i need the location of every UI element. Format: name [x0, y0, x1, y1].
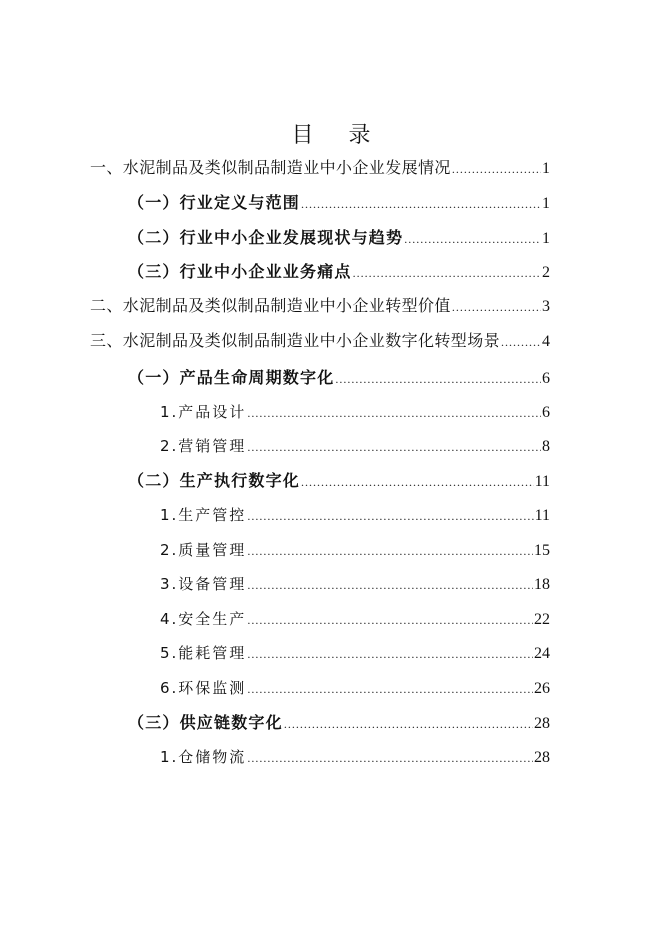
toc-entry[interactable]	[128, 191, 550, 215]
toc-entry-page: 1	[542, 230, 550, 247]
toc-entry-label: 三、水泥制品及类似制品制造业中小企业数字化转型场景	[90, 331, 501, 350]
toc-entry-page: 26	[534, 680, 550, 697]
toc-entry[interactable]	[90, 294, 550, 318]
toc-entry-label: 5.能耗管理	[160, 644, 247, 662]
toc-entry[interactable]	[160, 538, 550, 562]
toc-leader-dots	[247, 401, 541, 425]
toc-entry[interactable]	[128, 711, 550, 735]
toc-entry-label: 二、水泥制品及类似制品制造业中小企业转型价值	[90, 296, 451, 315]
toc-entry[interactable]	[160, 434, 550, 458]
toc-entry[interactable]	[160, 607, 550, 631]
toc-leader-dots	[404, 227, 541, 251]
toc-entry-page: 6	[542, 370, 550, 387]
toc-leader-dots	[284, 712, 533, 736]
toc-entry-label: （三）供应链数字化	[128, 713, 283, 732]
toc-entry-label: 6.环保监测	[160, 679, 247, 697]
toc-entry-page: 11	[534, 507, 550, 524]
toc-leader-dots	[247, 746, 533, 770]
toc-entry-page: 1	[542, 195, 550, 212]
toc-leader-dots	[301, 470, 534, 494]
toc-entry-label: 1.生产管控	[160, 506, 247, 524]
toc-entry-label: （一）行业定义与范围	[128, 193, 301, 212]
toc-leader-dots	[501, 330, 541, 354]
toc-entry-page: 15	[534, 542, 550, 559]
toc-entry[interactable]	[128, 226, 550, 250]
toc-entry-page: 18	[534, 576, 550, 593]
toc-entry[interactable]	[160, 745, 550, 769]
toc-entry-label: （二）生产执行数字化	[128, 471, 301, 490]
toc-leader-dots	[247, 677, 533, 701]
toc-leader-dots	[301, 192, 541, 216]
toc-entry[interactable]	[160, 572, 550, 596]
toc-entry-label: 1.仓储物流	[160, 748, 247, 766]
toc-entry-label: （二）行业中小企业发展现状与趋势	[128, 228, 404, 247]
toc-entry-page: 2	[542, 264, 550, 281]
toc-entry-label: 4.安全生产	[160, 610, 247, 628]
toc-entry[interactable]	[128, 366, 550, 390]
toc-entry-page: 4	[542, 333, 550, 350]
toc-entry-page: 24	[534, 645, 550, 662]
toc-entry-page: 6	[542, 404, 550, 421]
toc-entry-page: 8	[542, 438, 550, 455]
toc-entry[interactable]	[90, 329, 550, 353]
toc-leader-dots	[353, 261, 541, 285]
toc-entry-page: 11	[534, 473, 550, 490]
toc-leader-dots	[247, 573, 533, 597]
toc-entry[interactable]	[160, 676, 550, 700]
toc-leader-dots	[247, 504, 533, 528]
toc-entry[interactable]	[128, 260, 550, 284]
toc-entry[interactable]	[90, 156, 550, 180]
toc-entry[interactable]	[128, 469, 550, 493]
toc-entry[interactable]	[160, 641, 550, 665]
toc-entry-label: 3.设备管理	[160, 575, 247, 593]
toc-leader-dots	[335, 367, 541, 391]
toc-leader-dots	[247, 642, 533, 666]
toc-entry-label: 1.产品设计	[160, 403, 247, 421]
toc-entry-page: 1	[542, 160, 550, 177]
toc-entry-label: 2.营销管理	[160, 437, 247, 455]
toc-leader-dots	[247, 608, 533, 632]
toc-leader-dots	[247, 539, 533, 563]
toc-entry-page: 28	[534, 715, 550, 732]
toc-leader-dots	[452, 295, 541, 319]
toc-entry[interactable]	[160, 503, 550, 527]
toc-title: 目 录	[291, 123, 385, 148]
toc-entry-label: 一、水泥制品及类似制品制造业中小企业发展情况	[90, 158, 451, 177]
toc-entry-page: 3	[542, 298, 550, 315]
toc-leader-dots	[247, 435, 541, 459]
toc-entry-page: 28	[534, 749, 550, 766]
toc-entry[interactable]	[160, 400, 550, 424]
toc-entry-label: 2.质量管理	[160, 541, 247, 559]
toc-leader-dots	[452, 157, 541, 181]
toc-entry-label: （三）行业中小企业业务痛点	[128, 262, 352, 281]
toc-entry-page: 22	[534, 611, 550, 628]
toc-entry-label: （一）产品生命周期数字化	[128, 368, 335, 387]
